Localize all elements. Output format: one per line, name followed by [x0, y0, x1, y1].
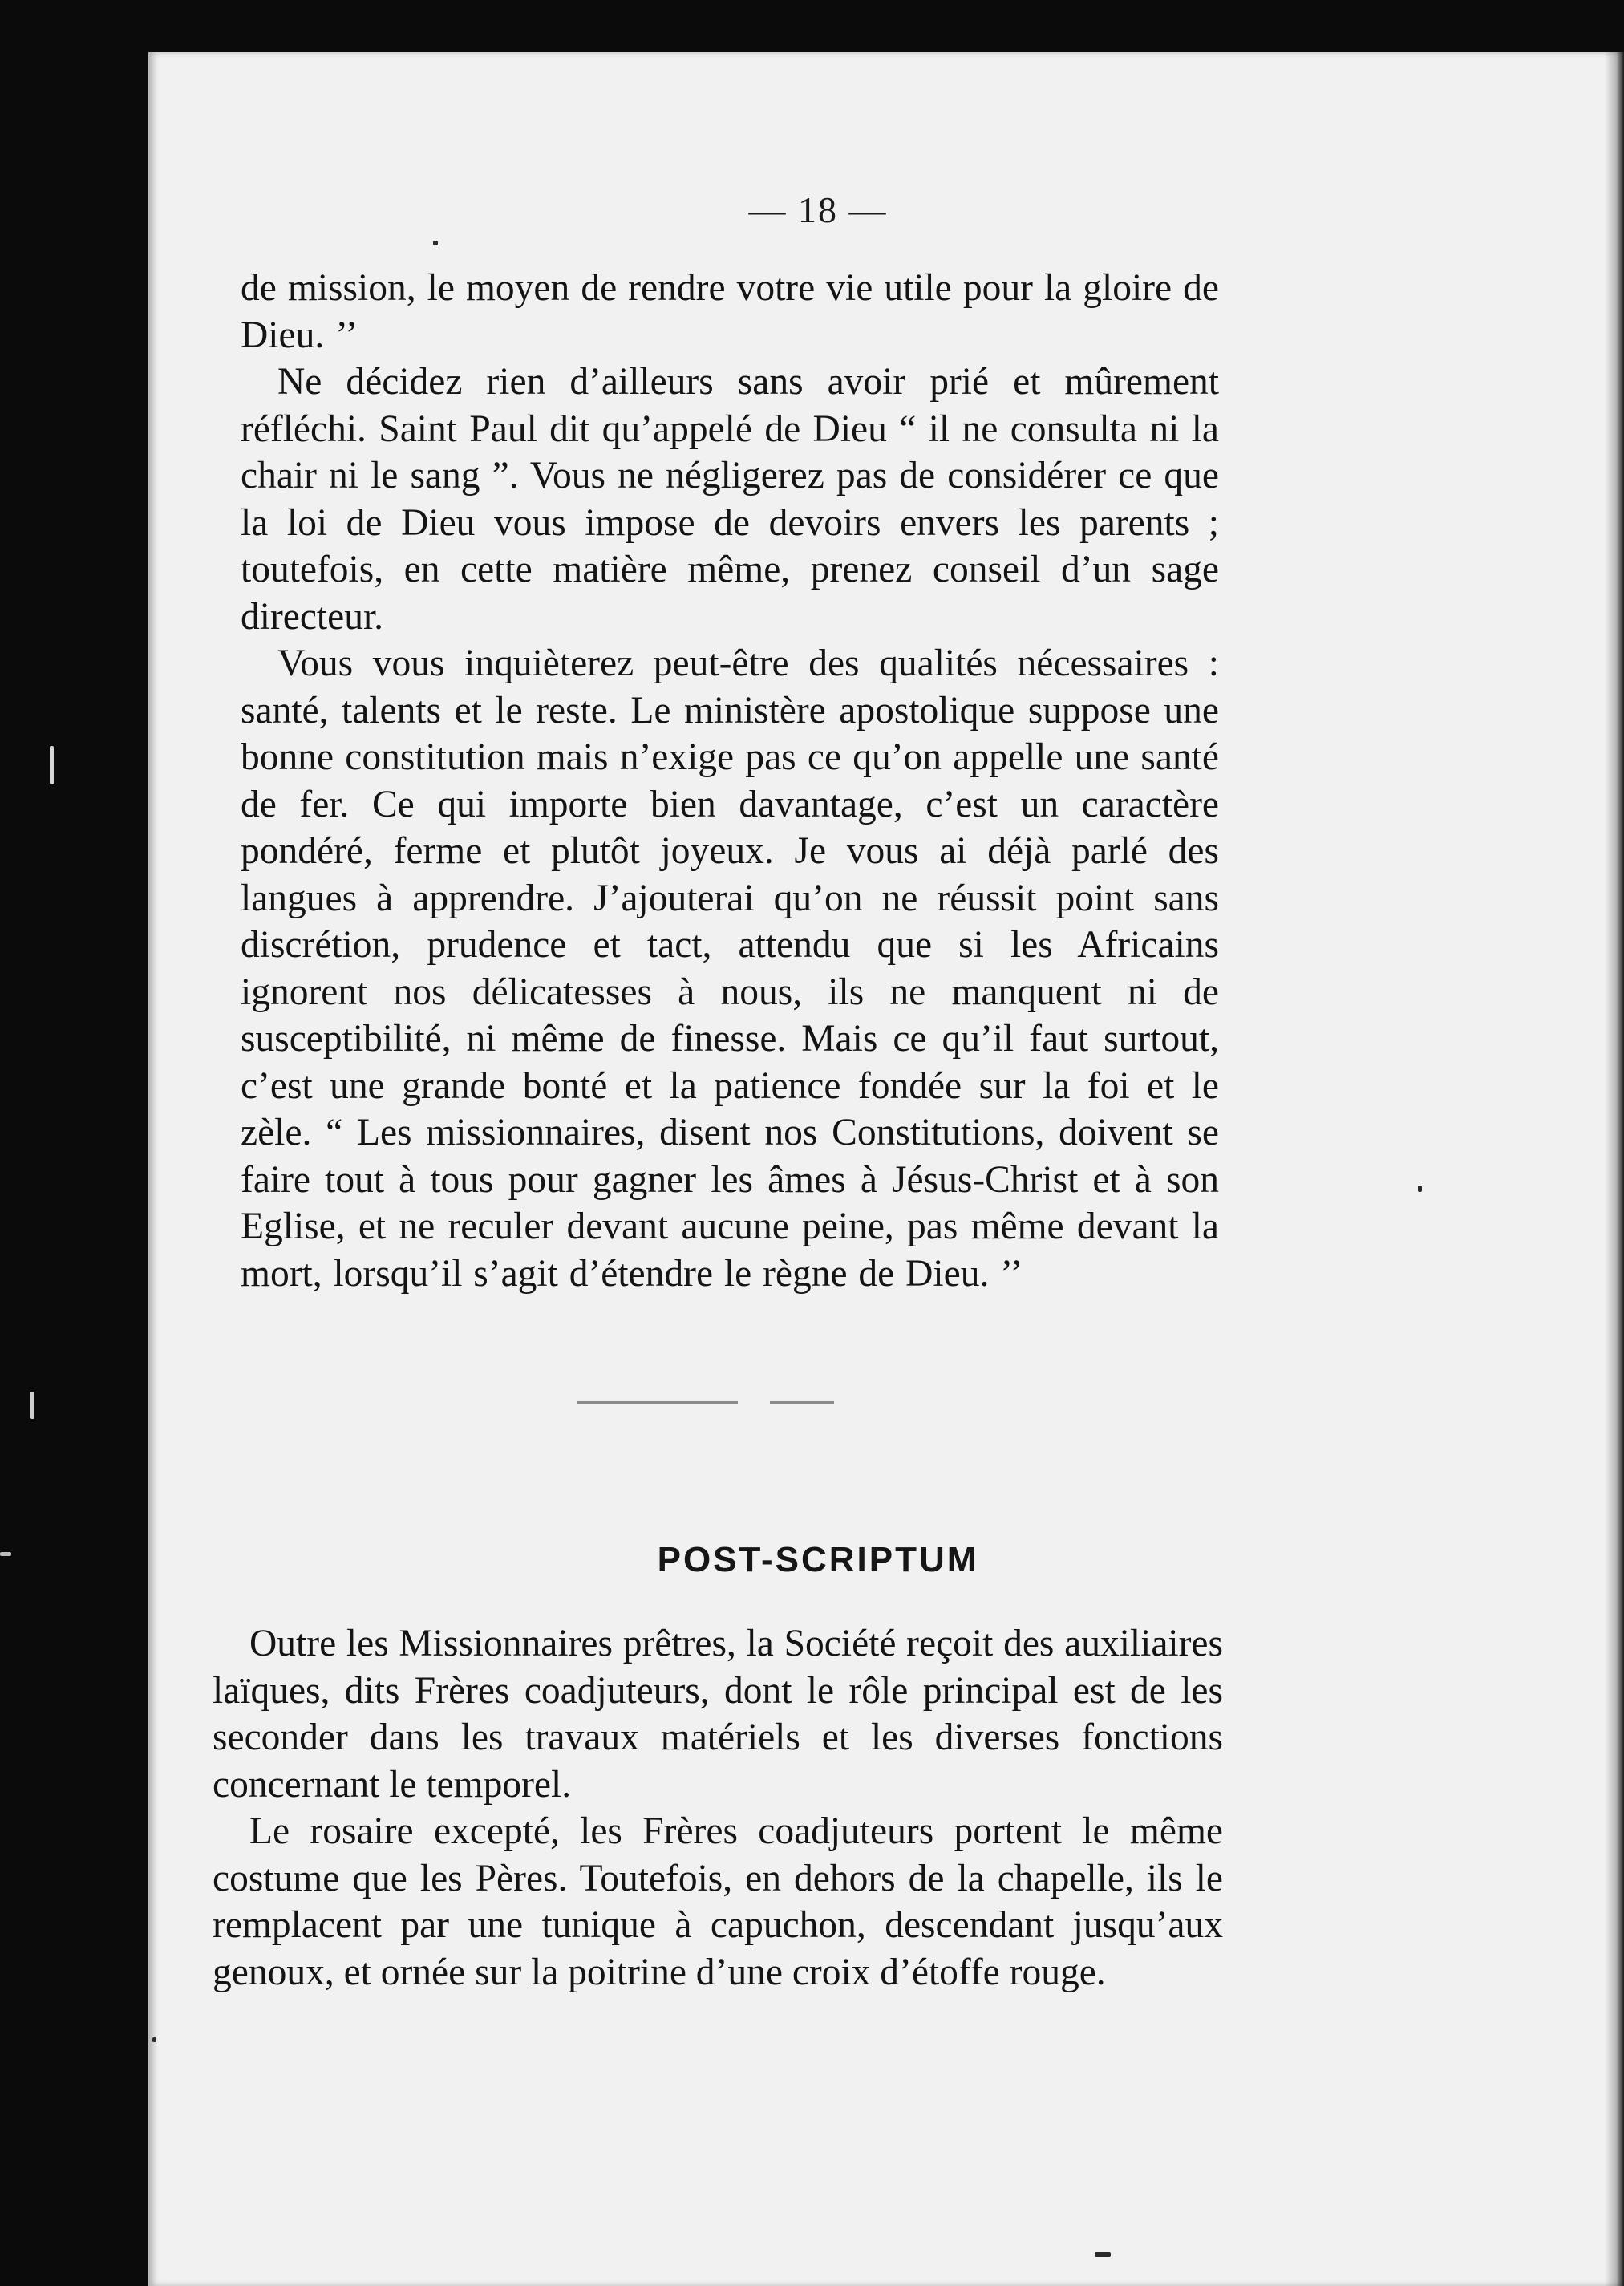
paragraph-2: Ne décidez rien d’ailleurs sans avoir prié et mûrement réfléchi. Saint Paul dit qu’appelé de Dieu “ il ne consulta ni la chair ni le sang ”. Vous ne négligerez pas de considérer ce que la loi de Dieu vous impose de devoirs envers les parents ; toutefois, en cette matière même, prenez conseil d’un sage directeur.: [241, 361, 1219, 638]
section-divider-right: [770, 1401, 834, 1404]
section-divider-left: [577, 1401, 738, 1404]
scan-speck: [1418, 1186, 1422, 1192]
scan-speck: [50, 746, 54, 784]
scan-speck: [0, 1552, 11, 1556]
paragraph-1: de mission, le moyen de rendre votre vie utile pour la gloire de Dieu. ’’: [241, 267, 1219, 356]
postscript-paragraph-2: Le rosaire excepté, les Frères coadjuteurs portent le même costume que les Pères. Toutefois, en dehors de la chapelle, ils le remplacent par une tunique à capuchon, descendant jusqu’aux genoux, et ornée sur la poitrine d’une croix d’étoffe rouge.: [213, 1810, 1223, 1993]
scan-speck: [30, 1392, 34, 1419]
paragraph-3: Vous vous inquièterez peut-être des qualités nécessaires : santé, talents et le reste. Le ministère apostolique suppose une bonne constitution mais n’exige pas ce qu’on appelle une santé de fer. Ce qui importe bien davantage, c’est un caractère pondéré, ferme et plutôt joyeux. Je vous ai déjà parlé des langues à apprendre. J’ajouterai qu’on ne réussit point sans discrétion, prudence et tact, attendu que si les Africains ignorent nos délicatesses à nous, ils ne manquent ni de susceptibilité, ni même de finesse. Mais ce qu’il faut surtout, c’est une grande bonté et la patience fondée sur la foi et le zèle. “ Les missionnaires, disent nos Constitutions, doivent se faire tout à tous pour gagner les âmes à Jésus-Christ et à son Eglise, et ne reculer devant aucune peine, pas même devant la mort, lorsqu’il s’agit d’étendre le règne de Dieu. ’’: [241, 642, 1219, 1295]
body-text: [241, 265, 1219, 1297]
page-number: — 18 —: [748, 189, 888, 230]
postscript-text: [213, 1620, 1223, 1996]
scan-speck: [433, 241, 438, 245]
postscript-paragraph-1: Outre les Missionnaires prêtres, la Société reçoit des auxiliaires laïques, dits Frères coadjuteurs, dont le rôle principal est de les seconder dans les travaux matériels et les diverses fonctions concernant le temporel.: [213, 1623, 1223, 1806]
page-edge-shadow: [1605, 52, 1624, 2286]
scan-speck: [152, 2037, 156, 2042]
postscript-heading: POST-SCRIPTUM: [657, 1540, 979, 1579]
scan-speck: [1095, 2252, 1111, 2257]
